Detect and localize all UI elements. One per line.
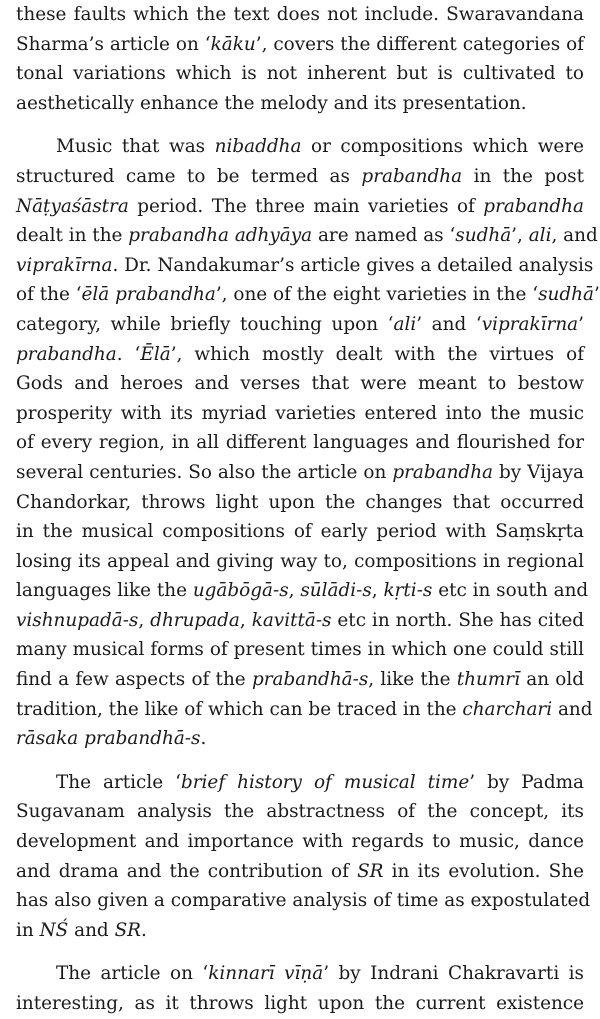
text-line: The article on ‘kinnarī vīṇā’ by Indrani Chakravarti is <box>56 963 584 985</box>
text-line: find a few aspects of the prabandhā-s, like the thumrī an old <box>16 669 585 691</box>
text-line: development and importance with regards to music, dance <box>16 831 584 853</box>
text-line: in the musical compositions of early period with Saṃskṛta <box>16 521 584 543</box>
paragraph-kaku <box>16 0 584 118</box>
text-line: and drama and the contribution of SR in its evolution. She <box>16 860 584 882</box>
text-line: The article ‘brief history of musical time’ by Padma <box>56 771 584 793</box>
text-line: of the ‘ēlā prabandha’, one of the eight varieties in the ‘sudhā’ <box>16 284 600 306</box>
text-line: dealt in the prabandha adhyāya are named as ‘sudhā’, ali, and <box>16 225 598 247</box>
text-line: aesthetically enhance the melody and its presentation. <box>16 92 527 114</box>
text-line: rāsaka prabandhā-s. <box>16 728 207 750</box>
text-line: of every region, in all different languages and flourished for <box>16 432 584 454</box>
document-page <box>16 0 600 1019</box>
text-line: many musical forms of present times in which one could still <box>16 639 584 661</box>
text-line: Chandorkar, throws light upon the changes that occurred <box>16 491 584 513</box>
text-line: tradition, the like of which can be traced in the charchari and <box>16 698 593 720</box>
text-line: losing its appeal and giving way to, compositions in regional <box>16 550 584 572</box>
paragraph-musical-time <box>16 768 591 946</box>
text-line: tonal variations which is not inherent but is cultivated to <box>16 63 584 85</box>
text-line: has also given a comparative analysis of time as expostulated <box>16 890 591 912</box>
text-line: several centuries. So also the article on prabandha by Vijaya <box>16 461 584 483</box>
text-line: prosperity with its myriad varieties entered into the music <box>16 402 584 424</box>
text-line: these faults which the text does not include. Swaravandana <box>16 4 584 25</box>
text-line: Music that was nibaddha or compositions which were <box>56 136 584 158</box>
text-line: in NŚ and SR. <box>16 919 147 941</box>
text-line: prabandha. ‘Ēlā’, which mostly dealt with the virtues of <box>16 343 584 365</box>
text-line: Sugavanam analysis the abstractness of the concept, its <box>16 801 584 823</box>
text-line: interesting, as it throws light upon the current existence <box>16 993 584 1014</box>
text-line: structured came to be termed as prabandha in the post <box>16 165 584 187</box>
paragraph-prabandha <box>16 132 600 753</box>
text-line: category, while briefly touching upon ‘ali’ and ‘viprakīrna’ <box>16 313 584 335</box>
text-line: Sharma’s article on ‘kāku’, covers the different categories of <box>16 33 584 55</box>
text-line: Gods and heroes and verses that were meant to bestow <box>16 373 584 395</box>
text-line: vishnupadā-s, dhrupada, kavittā-s etc in north. She has cited <box>16 609 584 631</box>
paragraph-kinnari-vina <box>16 959 584 1018</box>
text-line: languages like the ugābōgā-s, sūlādi-s, kṛti-s etc in south and <box>16 580 589 602</box>
text-line: Nāṭyaśāstra period. The three main varieties of prabandha <box>16 195 584 217</box>
text-line: viprakīrna. Dr. Nandakumar’s article gives a detailed analysis <box>16 254 594 276</box>
